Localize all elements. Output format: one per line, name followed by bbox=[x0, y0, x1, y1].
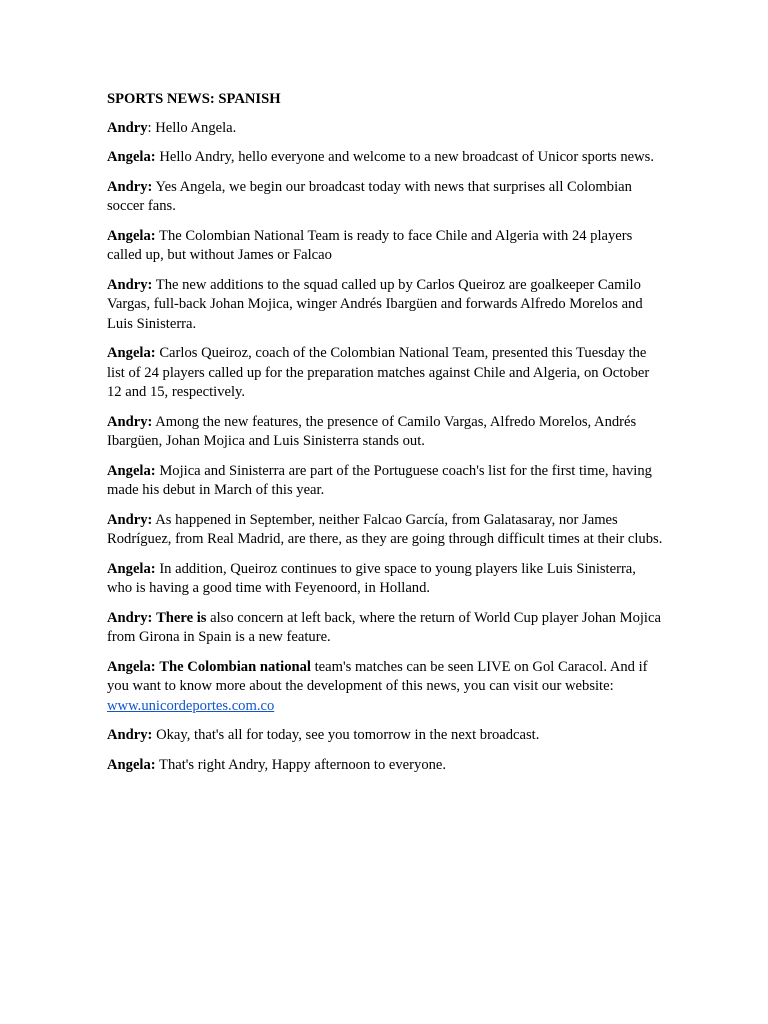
speaker-name: Andry: bbox=[107, 609, 153, 626]
dialogue-text: also concern at left back, where the return of World Cup player Johan Mojica from Girona in Spain is a new feature. bbox=[107, 609, 661, 645]
website-link[interactable]: www.unicordeportes.com.co bbox=[107, 697, 275, 714]
speaker-name: Andry: bbox=[107, 178, 153, 195]
dialogue-paragraph bbox=[107, 344, 663, 403]
dialogue-paragraph bbox=[107, 462, 663, 501]
dialogue-paragraph bbox=[107, 227, 663, 266]
dialogue-text: team's matches can be seen LIVE on Gol Caracol. And if you want to know more about the development of this news, you can visit our website: bbox=[107, 658, 648, 694]
dialogue-paragraph-website bbox=[107, 658, 663, 717]
speaker-name: Angela: bbox=[107, 149, 156, 165]
dialogue-paragraph bbox=[107, 609, 663, 648]
dialogue-text: Yes Angela, we begin our broadcast today with news that surprises all Colombian soccer fans. bbox=[107, 178, 632, 214]
dialogue-text: In addition, Queiroz continues to give space to young players like Luis Sinisterra, who is having a good time with Feyenoord, in Holland. bbox=[107, 560, 636, 596]
dialogue-paragraph bbox=[107, 148, 663, 168]
speaker-separator: : bbox=[147, 119, 156, 136]
dialogue-paragraphs bbox=[107, 119, 663, 648]
dialogue-paragraph bbox=[107, 511, 663, 550]
dialogue-paragraph bbox=[107, 560, 663, 599]
dialogue-text: Mojica and Sinisterra are part of the Portuguese coach's list for the first time, having made his debut in March of this year. bbox=[107, 462, 652, 498]
speaker-name: Andry: bbox=[107, 276, 153, 293]
dialogue-paragraph bbox=[107, 413, 663, 452]
dialogue-paragraph bbox=[107, 726, 663, 746]
dialogue-text: Okay, that's all for today, see you tomorrow in the next broadcast. bbox=[156, 727, 540, 743]
speaker-name: Andry bbox=[107, 119, 148, 136]
speaker-name: Andry: bbox=[107, 413, 153, 430]
speaker-name: Angela: bbox=[107, 345, 156, 361]
closing-paragraphs bbox=[107, 726, 663, 775]
dialogue-paragraph bbox=[107, 756, 663, 776]
dialogue-paragraph bbox=[107, 276, 663, 335]
speaker-name: Andry: bbox=[107, 511, 153, 528]
speaker-name: Angela: bbox=[107, 756, 156, 773]
document-page bbox=[107, 90, 663, 785]
dialogue-text: Hello Angela. bbox=[155, 119, 237, 136]
dialogue-paragraph bbox=[107, 178, 663, 217]
dialogue-text: Among the new features, the presence of Camilo Vargas, Alfredo Morelos, Andrés Ibargüen, Johan Mojica and Luis Sinisterra stands out. bbox=[107, 413, 637, 449]
speaker-name: Angela: bbox=[107, 227, 156, 244]
dialogue-text: Carlos Queiroz, coach of the Colombian National Team, presented this Tuesday the list of 24 players called up for the preparation matches against Chile and Algeria, on October 12 and 15, respectively. bbox=[107, 345, 650, 400]
speaker-name: Andry: bbox=[107, 727, 153, 743]
dialogue-paragraph bbox=[107, 119, 663, 139]
bold-phrase: The Colombian national bbox=[159, 658, 311, 675]
speaker-name: Angela: bbox=[107, 560, 156, 577]
speaker-name: Angela: bbox=[107, 658, 156, 675]
dialogue-text: That's right Andry, Happy afternoon to everyone. bbox=[159, 756, 447, 773]
bold-phrase: There is bbox=[156, 609, 207, 626]
dialogue-text: The Colombian National Team is ready to face Chile and Algeria with 24 players called up, but without James or Falcao bbox=[107, 227, 633, 263]
dialogue-text: The new additions to the squad called up by Carlos Queiroz are goalkeeper Camilo Vargas, full-back Johan Mojica, winger Andrés Ibargüen and forwards Alfredo Morelos and Luis Sinisterra. bbox=[107, 276, 643, 332]
dialogue-text: As happened in September, neither Falcao García, from Galatasaray, nor James Rodríguez, from Real Madrid, are there, as they are going through difficult times at their clubs. bbox=[107, 511, 663, 547]
speaker-name: Angela: bbox=[107, 462, 156, 479]
document-title: SPORTS NEWS: SPANISH bbox=[107, 91, 281, 107]
dialogue-text: Hello Andry, hello everyone and welcome to a new broadcast of Unicor sports news. bbox=[159, 149, 655, 165]
